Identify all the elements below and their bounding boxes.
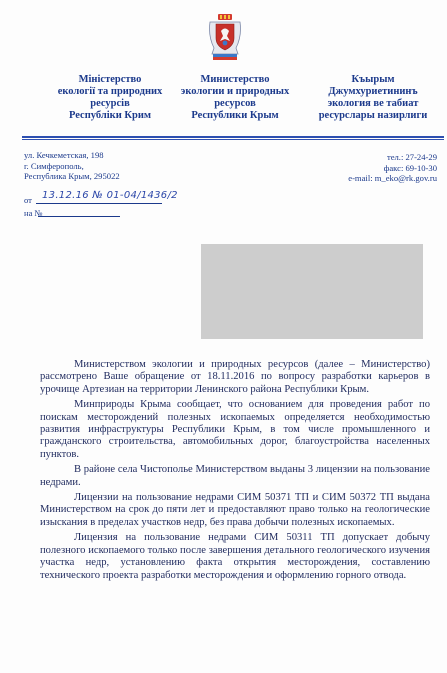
- email-line: e-mail: m_eko@rk.gov.ru: [348, 173, 437, 183]
- letter-body: [40, 359, 430, 585]
- body-paragraph: Лицензии на пользование недрами СИМ 50371 ТП и СИМ 50372 ТП выдана Министерством на срок до пяти лет и предоставляют право только на геологические изыскания в пределах участков недр, без права добычи полезных ископаемых.: [40, 492, 430, 528]
- header-russian: [160, 74, 310, 122]
- body-paragraph: Минприроды Крыма сообщает, что основанием для проведения работ по поискам месторождений полезных ископаемых определяется необходимостью развития инфраструктуры Республики Крым, в том числе промышленного и гражданского строительства, автомобильных дорог, благоустройства населенных пунктов.: [40, 399, 430, 460]
- phone-line: тел.: 27-24-29: [386, 152, 437, 162]
- crimea-coat-of-arms-icon: [208, 14, 242, 60]
- header-rus-line: ресурсов: [214, 98, 256, 109]
- body-paragraph: В районе села Чистополье Министерством выданы 3 лицензии на пользование недрами.: [40, 464, 430, 488]
- letterhead-divider: [22, 136, 444, 138]
- fax-line: факс: 69-10-30: [383, 162, 437, 173]
- header-rus-line: Министерство: [200, 74, 270, 85]
- header-rus-line: экологии и природных: [180, 86, 290, 97]
- header-crh-line: экология ве табиат: [327, 98, 419, 109]
- address-line: г. Симферополь,: [24, 160, 84, 171]
- letterhead-divider-thin: [22, 139, 444, 140]
- header-ukr-line: Республіки Крим: [68, 110, 152, 121]
- body-paragraph: Министерством экологии и природных ресурсов (далее – Министерство) рассмотрено Ваше обращение от 18.11.2016 по вопросу разработки карьеров в урочище Артезиан на территории Ленинского района Республики Крым.: [40, 359, 430, 395]
- header-ukrainian: [40, 74, 180, 122]
- address-line: ул. Кечкеметская, 198: [24, 150, 104, 160]
- redacted-recipient-block: [201, 244, 423, 339]
- header-crh-line: ресурслары назирлиги: [318, 110, 428, 121]
- header-crh-line: Къырым: [351, 74, 395, 85]
- address-line: Республика Крым, 295022: [24, 171, 120, 181]
- ref-to-label: на №: [24, 208, 43, 218]
- ref-underline: [38, 216, 120, 217]
- header-ukr-line: екології та природних: [57, 86, 163, 97]
- body-paragraph: Лицензия на пользование недрами СИМ 50311 ТП допускает добычу полезного ископаемого только после завершения детального геологического изучения участка недр, установлению факта открытия месторождения, составлению технического проекта разработки месторождения и оформлению горного отвода.: [40, 532, 430, 581]
- address-block: [24, 150, 120, 182]
- header-ukr-line: Міністерство: [78, 74, 142, 85]
- header-ukr-line: ресурсів: [90, 98, 130, 109]
- ref-from-label: от: [24, 195, 32, 205]
- contacts-block: [348, 152, 437, 184]
- header-crh-line: Джумхуриетининъ: [328, 86, 418, 97]
- header-crimean-tatar: [298, 74, 447, 122]
- header-rus-line: Республики Крым: [191, 110, 279, 121]
- ref-date-number: 13.12.16 № 01-04/1436/2: [42, 190, 178, 201]
- ref-underline: [36, 203, 162, 204]
